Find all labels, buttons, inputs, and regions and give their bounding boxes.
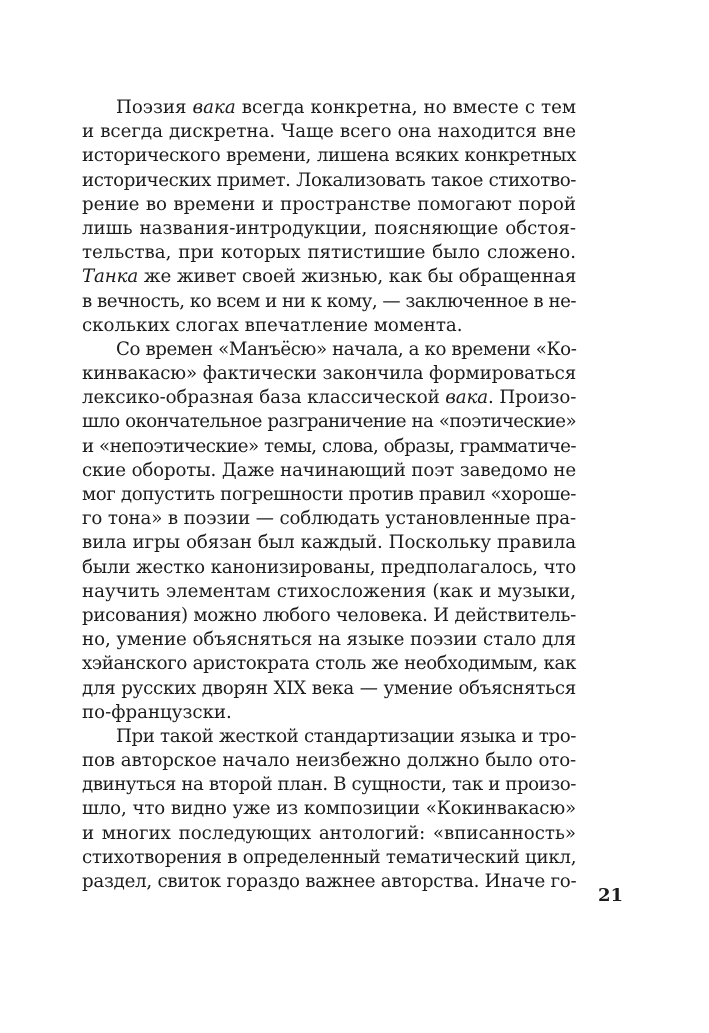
text-segment: шло окончательное разграничение на «поэтические» [82, 411, 576, 433]
text-line [82, 96, 576, 120]
text-segment: двинуться на второй план. В сущности, так и произо- [82, 774, 576, 796]
text-segment: рение во времени и пространстве помогают порой [82, 193, 576, 215]
text-segment: всегда конкретна, но вместе с тем [235, 97, 577, 118]
text-segment: Со времен «Манъёсю» начала, а ко времени «Ко- [116, 338, 577, 360]
text-segment: и всегда дискретна. Чаще всего она находится вне [82, 121, 576, 143]
text-segment: научить элементам стихосложения (как и музыки, [82, 580, 576, 602]
text-line [82, 556, 576, 580]
text-line [82, 580, 576, 604]
page-number: 21 [598, 885, 624, 906]
italic-term: вака [192, 97, 236, 118]
body-text [82, 96, 576, 894]
text-line [82, 362, 576, 386]
paragraph [82, 725, 576, 894]
text-line [82, 290, 576, 314]
text-segment: мог допустить погрешности против правил «хороше- [82, 484, 576, 505]
text-line [82, 822, 576, 846]
text-segment: пов авторское начало неизбежно должно было ото- [82, 750, 576, 772]
text-segment: шло, что видно уже из композиции «Кокинвакасю» [82, 798, 576, 820]
text-segment: рисования) можно любого человека. И действитель- [82, 604, 576, 626]
text-segment: были жестко канонизированы, предполагалось, что [82, 556, 576, 578]
text-segment: При такой жесткой стандартизации языка и тро- [116, 725, 576, 747]
italic-term: вака [445, 387, 489, 409]
text-segment: исторических примет. Локализовать такое стихотво- [82, 169, 576, 191]
text-line [82, 725, 576, 749]
text-segment: го тона» в поэзии — соблюдать установленные пра- [82, 508, 576, 530]
text-segment: исторического времени, лишена всяких конкретных [82, 145, 576, 167]
text-segment: Поэзия [116, 97, 193, 118]
text-line [82, 144, 576, 168]
italic-term: Танка [82, 266, 139, 288]
text-line [82, 241, 576, 265]
text-segment: для русских дворян XIX века — умение объясняться [82, 677, 576, 699]
text-segment: же живет своей жизнью, как бы обращенная [138, 266, 577, 288]
text-segment: по-французски. [82, 701, 232, 723]
text-segment: стихотворения в определенный тематический цикл, [82, 846, 577, 868]
text-line [82, 507, 576, 531]
text-line [82, 386, 576, 410]
paragraph [82, 338, 576, 725]
text-line [82, 701, 576, 725]
text-segment: вила игры обязан был каждый. Поскольку правила [82, 532, 576, 554]
text-line [82, 652, 576, 676]
text-segment: ские обороты. Даже начинающий поэт заведомо не [82, 459, 576, 481]
text-line [82, 314, 576, 338]
text-line [82, 749, 576, 773]
text-line [82, 169, 576, 193]
text-line [82, 338, 576, 362]
text-line [82, 677, 576, 701]
text-line [82, 604, 576, 628]
text-line [82, 870, 576, 894]
text-segment: раздел, свиток гораздо важнее авторства. Иначе го- [82, 871, 577, 892]
text-line [82, 410, 576, 434]
text-line [82, 193, 576, 217]
text-segment: но, умение объясняться на языке поэзии стало для [82, 629, 577, 651]
text-segment: . Произо- [488, 387, 577, 409]
text-segment: хэйанского аристократа столь же необходимым, как [82, 653, 576, 675]
text-segment: скольких слогах впечатление момента. [82, 314, 463, 336]
text-segment: кинвакасю» фактически закончила формироваться [82, 363, 577, 385]
text-line [82, 846, 576, 870]
paragraph [82, 96, 576, 338]
text-line [82, 797, 576, 821]
text-line [82, 435, 576, 459]
text-line [82, 773, 576, 797]
text-line [82, 628, 576, 652]
text-line [82, 120, 576, 144]
text-segment: и «непоэтические» темы, слова, образы, грамматиче- [82, 435, 576, 457]
text-segment: в вечность, ко всем и ни к кому, — заключенное в не- [82, 290, 576, 312]
text-segment: лишь названия-интродукции, поясняющие обстоя- [82, 217, 576, 239]
text-segment: лексико-образная база классической [82, 387, 446, 409]
text-line [82, 217, 576, 241]
text-line [82, 265, 576, 289]
text-line [82, 531, 576, 555]
text-segment: и многих последующих антологий: «вписанность» [82, 822, 576, 844]
text-line [82, 459, 576, 483]
text-segment: тельства, при которых пятистишие было сложено. [82, 242, 576, 264]
text-line [82, 483, 576, 507]
